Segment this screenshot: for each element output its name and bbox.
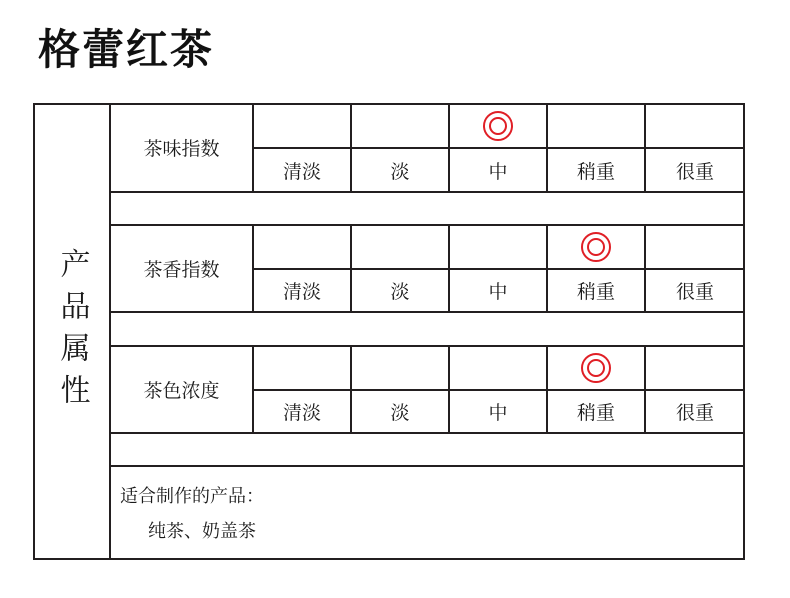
scale-label: 中	[488, 281, 508, 303]
page-title: 格蕾红茶	[38, 25, 215, 74]
scale-label: 很重	[675, 402, 714, 424]
double-circle-icon	[483, 111, 513, 141]
scale-label: 淡	[390, 402, 410, 424]
scale-label: 淡	[390, 160, 410, 183]
side-label	[33, 103, 110, 560]
suitable-products-label: 适合制作的产品：	[120, 486, 264, 507]
scale-label: 稍重	[576, 160, 615, 183]
scale-label: 很重	[675, 281, 714, 303]
scale-label: 清淡	[282, 281, 321, 303]
scale-label: 清淡	[282, 160, 321, 183]
scale-label: 稍重	[576, 281, 615, 303]
scale-label: 淡	[390, 281, 410, 303]
scale-label: 中	[488, 402, 508, 424]
double-circle-icon	[581, 232, 611, 262]
scale-label: 中	[488, 160, 508, 183]
suitable-products-value: 纯茶、奶盖茶	[148, 521, 256, 542]
scale-label: 很重	[675, 160, 714, 183]
side-label-text: 产品属性	[54, 247, 90, 416]
scale-label: 清淡	[282, 402, 321, 424]
scale-label: 稍重	[576, 402, 615, 424]
attribute-label: 茶色浓度	[143, 380, 220, 402]
attribute-label: 茶香指数	[143, 259, 220, 281]
attribute-label: 茶味指数	[143, 138, 220, 160]
double-circle-icon	[581, 353, 611, 383]
